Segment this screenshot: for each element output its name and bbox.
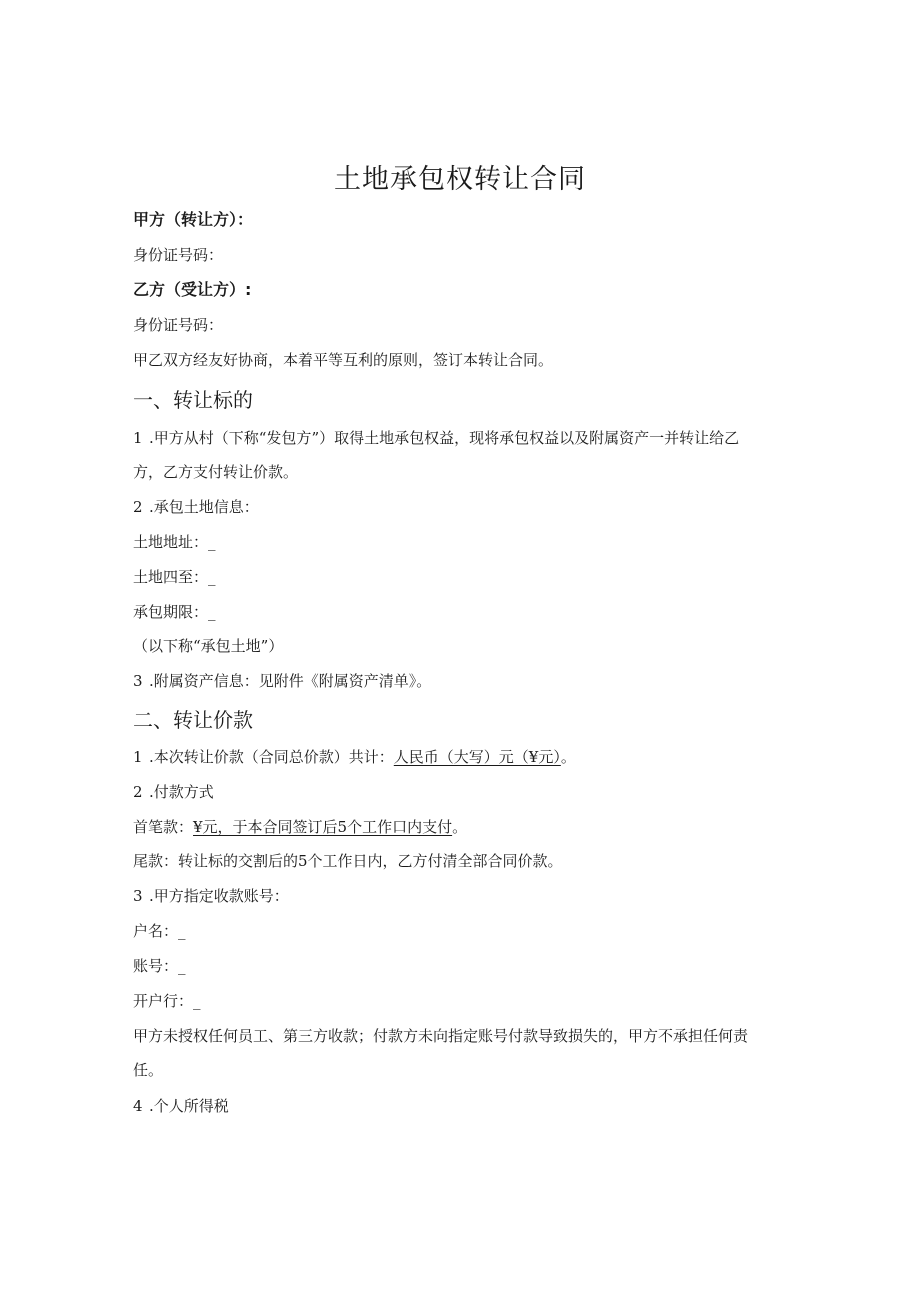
clause-1-1-continued: 方，乙方支付转让价款。 — [133, 463, 299, 481]
account-number-field: 账号：_ — [133, 957, 186, 975]
clause-text: .本次转让价款（合同总价款）共计： — [149, 748, 394, 766]
clause-text: .承包土地信息： — [149, 498, 259, 516]
first-payment-label: 首笔款： — [133, 818, 194, 836]
clause-text: .甲方指定收款账号： — [149, 887, 289, 905]
clause-number: 2 — [133, 783, 143, 801]
clause-1-3 — [133, 671, 431, 691]
section-heading-transfer-subject: 一、转让标的 — [133, 388, 253, 412]
first-payment-field: ¥元，于本合同签订后5个工作口内支付 — [193, 818, 453, 836]
clause-number: 3 — [133, 887, 143, 905]
hereinafter-note: （以下称“承包土地”） — [133, 637, 284, 655]
total-price-field: 人民币（大写）元（¥元） — [393, 748, 561, 766]
clause-2-2 — [133, 782, 214, 802]
clause-number: 3 — [133, 672, 143, 690]
clause-text: .付款方式 — [149, 783, 214, 801]
section-heading-transfer-price: 二、转让价款 — [133, 708, 253, 732]
party-a-label: 甲方（转让方）： — [133, 210, 254, 229]
bank-field: 开户行：_ — [133, 992, 201, 1010]
clause-text: .个人所得税 — [149, 1097, 229, 1115]
clause-number: 4 — [133, 1097, 143, 1115]
clause-2-4 — [133, 1096, 229, 1116]
clause-number: 1 — [133, 748, 143, 766]
contract-period-field: 承包期限：_ — [133, 603, 216, 621]
clause-text: .附属资产信息：见附件《附属资产清单》。 — [149, 672, 432, 690]
first-payment-line — [133, 817, 467, 837]
clause-number: 1 — [133, 429, 143, 447]
clause-suffix: 。 — [452, 818, 468, 836]
account-name-field: 户名：_ — [133, 922, 186, 940]
land-address-field: 土地地址：_ — [133, 533, 216, 551]
disclaimer-paragraph-continued: 任。 — [133, 1061, 164, 1079]
intro-paragraph: 甲乙双方经友好协商，本着平等互利的原则，签订本转让合同。 — [133, 351, 554, 369]
land-boundary-field: 土地四至：_ — [133, 568, 216, 586]
clause-1-2 — [133, 497, 259, 517]
clause-2-1 — [133, 747, 576, 767]
clause-suffix: 。 — [560, 748, 576, 766]
disclaimer-paragraph: 甲方未授权任何员工、第三方收款；付款方未向指定账号付款导致损失的，甲方不承担任何责 — [133, 1027, 749, 1045]
document-title: 土地承包权转让合同 — [334, 164, 586, 195]
clause-number: 2 — [133, 498, 143, 516]
party-b-id-label: 身份证号码： — [133, 316, 224, 334]
clause-text: .甲方从村（下称“发包方”）取得土地承包权益，现将承包权益以及附属资产一并转让给乙 — [149, 429, 740, 447]
party-a-id-label: 身份证号码： — [133, 246, 224, 264]
party-b-label: 乙方（受让方）: — [133, 280, 252, 299]
final-payment-line: 尾款：转让标的交割后的5个工作日内，乙方付清全部合同价款。 — [133, 852, 563, 870]
clause-2-3 — [133, 886, 289, 906]
clause-1-1 — [133, 428, 739, 448]
